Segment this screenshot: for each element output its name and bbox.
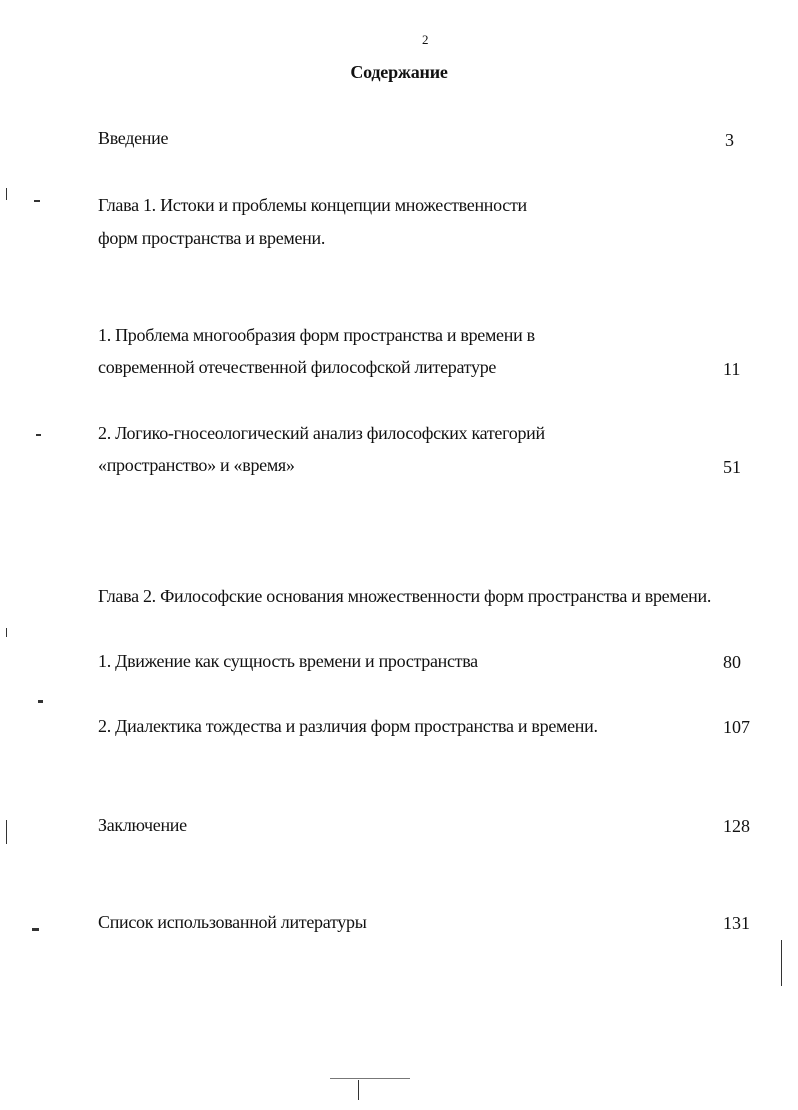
scan-mark <box>6 188 7 200</box>
toc-conclusion-label: Заключение <box>98 815 187 835</box>
toc-ch1-s2-line1: 2. Логико-гносеологический анализ философских категорий <box>98 423 545 443</box>
toc-chapter2-line1: Глава 2. Философские основания множественности форм пространства и времени. <box>98 586 712 606</box>
scan-mark <box>6 820 7 844</box>
toc-ch1-s1-line1: 1. Проблема многообразия форм пространства и времени в <box>98 325 535 345</box>
toc-ch1-s1-line2: современной отечественной философской литературе <box>98 357 497 377</box>
scan-mark <box>781 940 782 986</box>
scan-mark <box>38 700 43 703</box>
page-title: Содержание <box>350 62 448 82</box>
toc-intro-label: Введение <box>98 128 169 148</box>
toc-bibliography-page: 131 <box>723 913 750 933</box>
toc-ch2-s1-label: 1. Движение как сущность времени и пространства <box>98 651 478 671</box>
scan-mark <box>6 628 7 637</box>
scan-mark <box>34 200 40 202</box>
page-number: 2 <box>422 32 429 47</box>
toc-ch2-s2-label: 2. Диалектика тождества и различия форм пространства и времени. <box>98 716 598 736</box>
scan-mark <box>36 434 41 436</box>
toc-chapter1-line1: Глава 1. Истоки и проблемы концепции множественности <box>98 195 527 215</box>
toc-ch2-s1-page: 80 <box>723 652 741 672</box>
toc-bibliography-label: Список использованной литературы <box>98 912 367 932</box>
toc-ch2-s2-page: 107 <box>723 717 750 737</box>
toc-intro-page: 3 <box>725 130 734 150</box>
toc-ch1-s2-line2: «пространство» и «время» <box>98 455 295 475</box>
toc-chapter1-line2: форм пространства и времени. <box>98 228 326 248</box>
scan-mark <box>32 928 39 931</box>
toc-conclusion-page: 128 <box>723 816 750 836</box>
toc-ch1-s1-page: 11 <box>723 359 741 379</box>
scan-mark <box>358 1080 359 1100</box>
toc-ch1-s2-page: 51 <box>723 457 741 477</box>
scan-mark <box>330 1078 410 1079</box>
